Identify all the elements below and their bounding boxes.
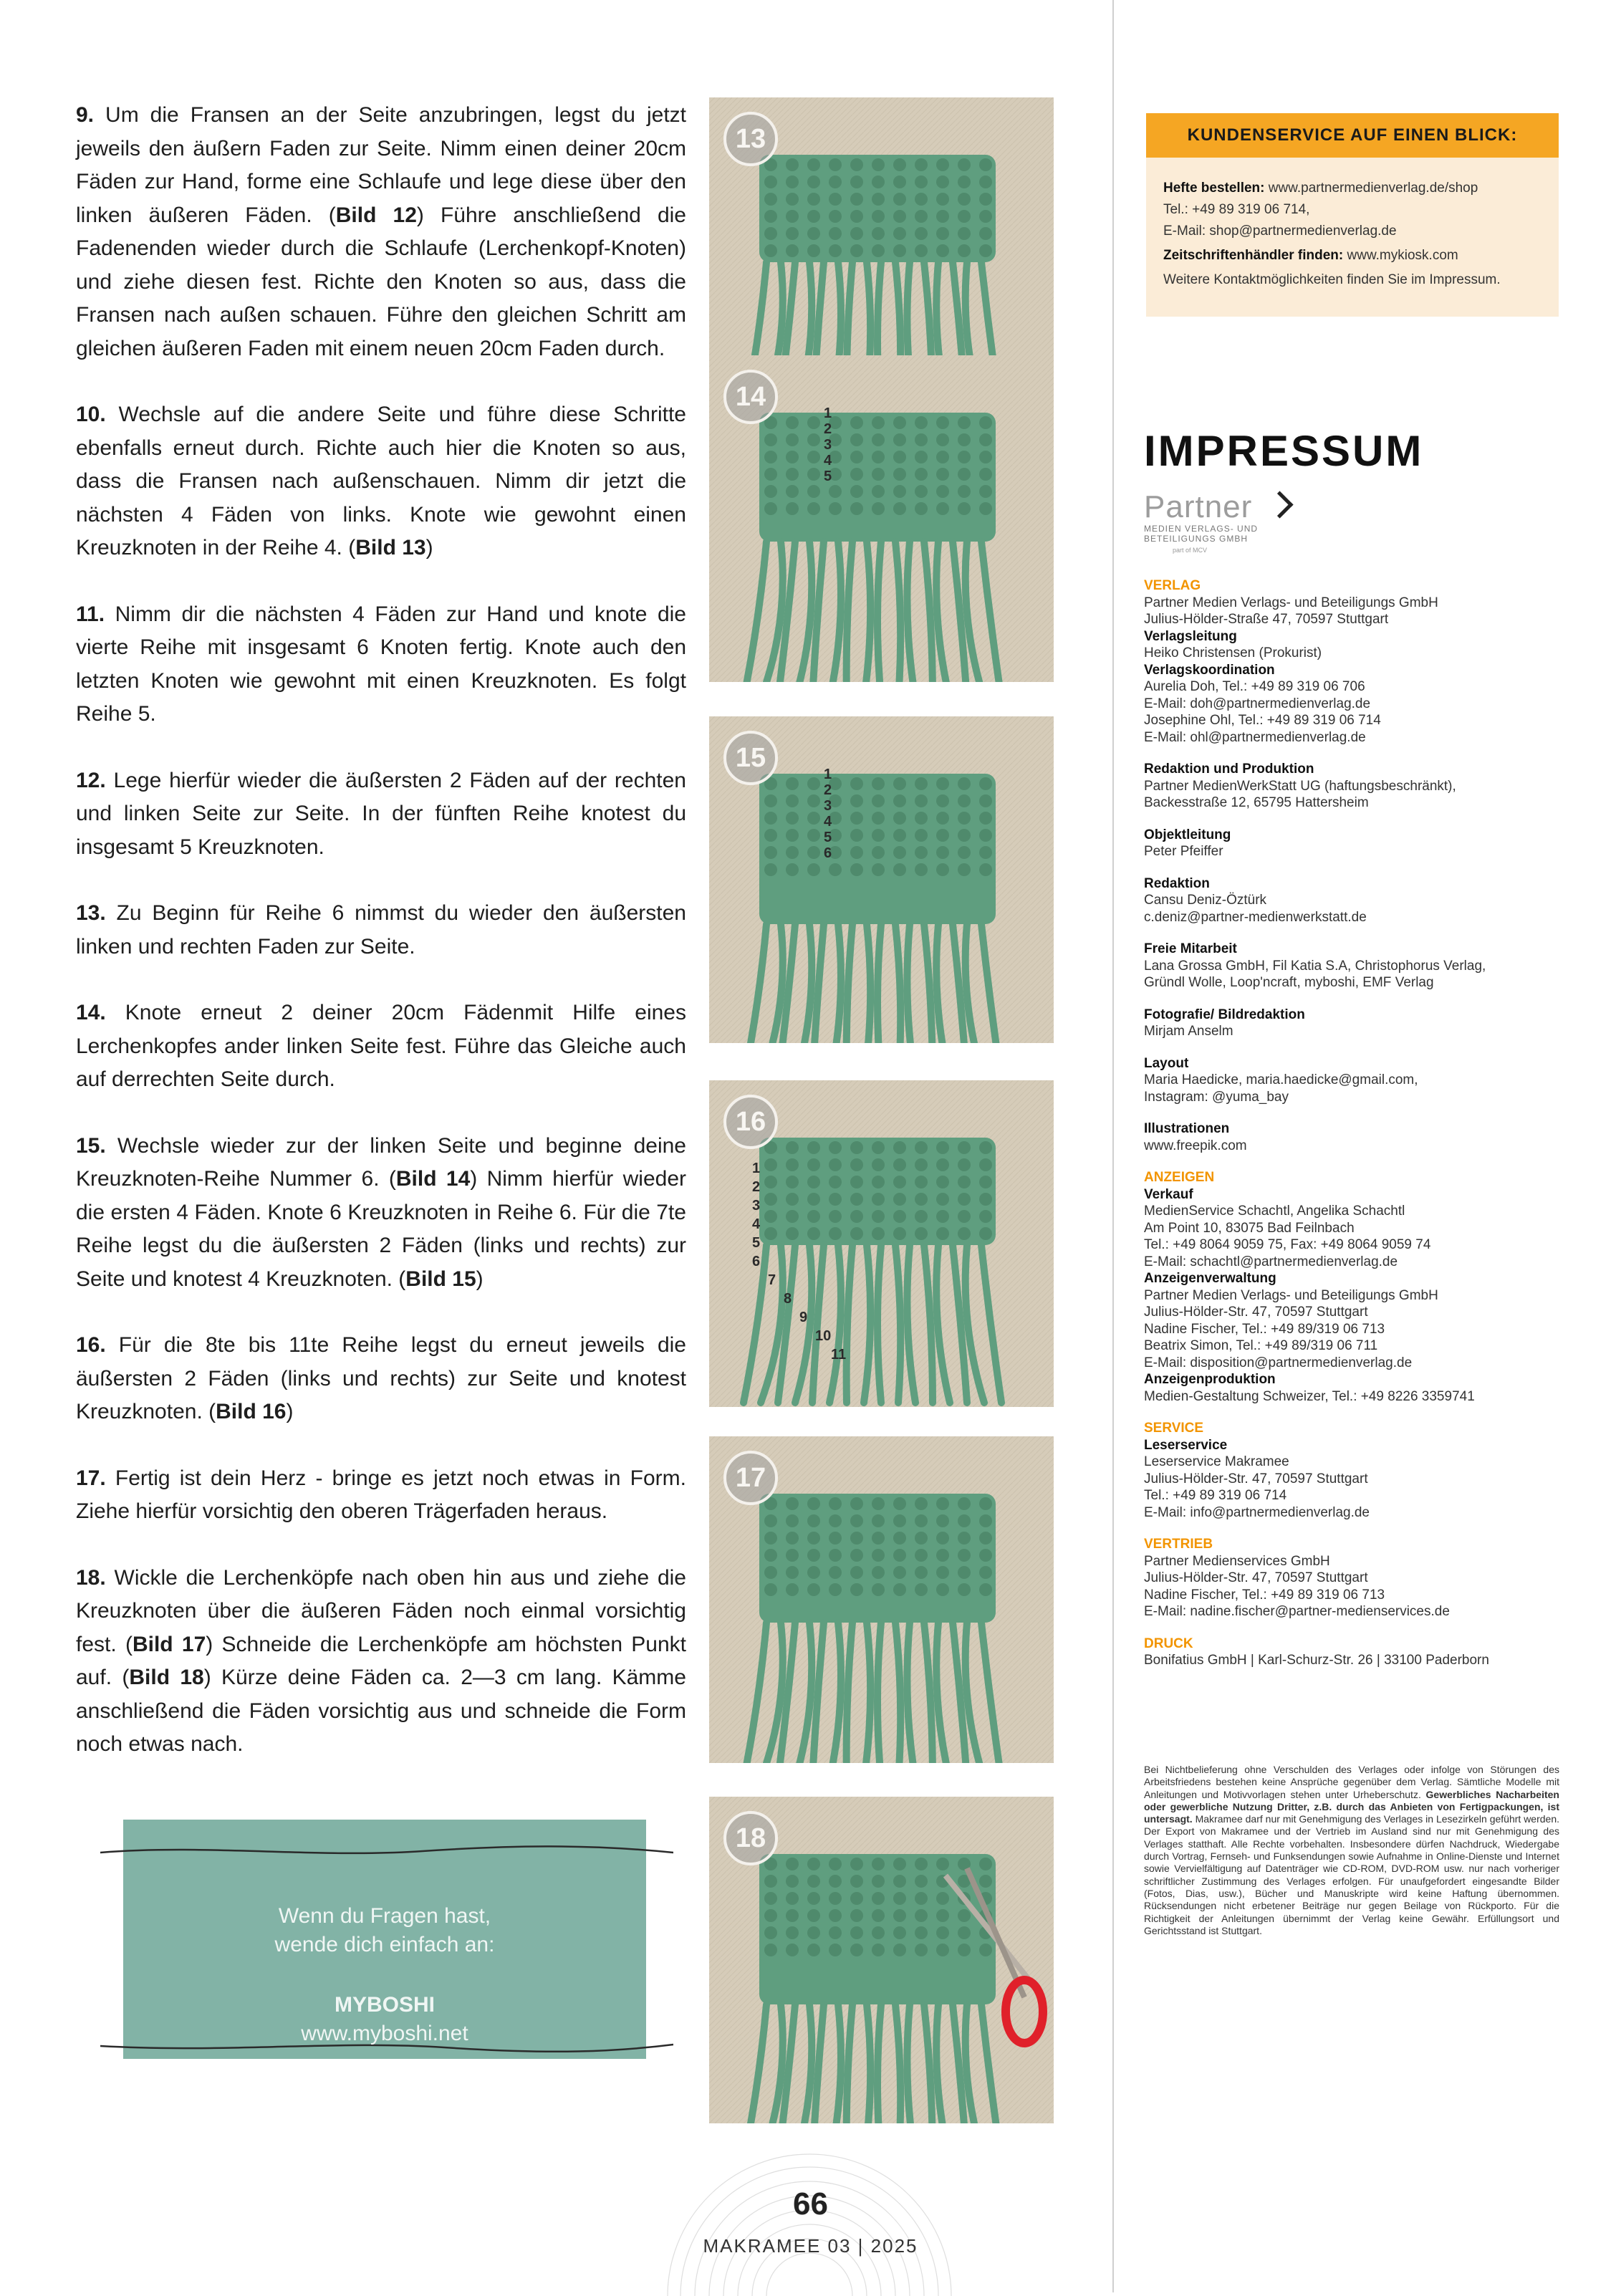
spacer <box>1144 1105 1559 1120</box>
step-text: Wechsle auf die andere Seite und führe diese Schritte ebenfalls erneut durch. Richte auch hier die Knoten so aus, dass die Fransen nach außenschauen. Nimm dir jetzt die nächsten 4 Fäden von links. Knote wie gewohnt einen Kreuzknoten in der Reihe 4. ( <box>76 403 686 559</box>
field-label: Illustrationen <box>1144 1121 1230 1136</box>
field-label: Anzeigenproduktion <box>1144 1372 1276 1387</box>
field-value: Tel.: +49 8064 9059 75, Fax: +49 8064 9059 74 <box>1144 1237 1431 1252</box>
row-number-label: 3 <box>824 437 832 453</box>
step-number: 15. <box>76 1133 106 1158</box>
field-value: Julius-Hölder-Str. 47, 70597 Stuttgart <box>1144 1570 1368 1585</box>
field-value: Medien-Gestaltung Schweizer, Tel.: +49 8226 3359741 <box>1144 1388 1475 1404</box>
field-value: MedienService Schachtl, Angelika Schachtl <box>1144 1204 1405 1219</box>
row-number-label: 2 <box>752 1179 761 1195</box>
field-label: Verkauf <box>1144 1186 1193 1202</box>
step-text: ) <box>476 1267 484 1291</box>
row-number-label: 4 <box>752 1216 761 1232</box>
field-value: Julius-Hölder-Str. 47, 70597 Stuttgart <box>1144 1471 1368 1486</box>
row-number-label: 6 <box>752 1254 761 1269</box>
spacer <box>1144 1620 1559 1635</box>
step-number: 14. <box>76 1001 106 1024</box>
field-label: Anzeigenverwaltung <box>1144 1271 1276 1286</box>
logo-sub-2: BETEILIGUNGS GMBH <box>1144 534 1249 544</box>
image-reference: Bild 16 <box>216 1400 287 1423</box>
field-label: Redaktion und Produktion <box>1144 762 1314 777</box>
field-value: c.deniz@partner-medienwerkstatt.de <box>1144 909 1367 925</box>
step-18 <box>76 1562 686 1762</box>
spacer <box>1144 926 1559 941</box>
field-label: Redaktion <box>1144 875 1210 891</box>
field-label: Freie Mitarbeit <box>1144 941 1237 956</box>
field-label: Layout <box>1144 1055 1189 1071</box>
field-value: Maria Haedicke, maria.haedicke@gmail.com, <box>1144 1072 1418 1087</box>
impressum-details <box>1144 577 1559 1669</box>
legal-text-c: Makramee darf nur mit Genehmigung des Verlages in Lesezirkeln geführt werden. Der Export von Makramee und der Vertrieb im Ausland sind nur mit Genehmigung des Verlages statthaft. Alle Rechte vorbehalten. Insbesondere dürfen Nachdruck, Wiedergabe durch Vortrag, Fernseh- und Funksendungen sowie Aufnahme in Online-Dienste und Internet sowie Vervielfältigung auf Datenträger wie CD-ROM, DVD-ROM usw. nur nach vorheriger schriftlicher Zustimmung des Verlages erfolgen. Für unaufgefordert eingesandte Bilder (Fotos, Dias, usw.), Bücher und Manuskripte wird keine Haftung übernommen. Rücksendungen nicht erbetener Beiträge nur gegen Beilage von Rückporto. Für die Richtigkeit der Anleitungen übernimmt der Verlag keine Gewähr. Erfüllungsort und Gerichtsstand ist Stuttgart. <box>1144 1813 1559 1936</box>
step-number: 13. <box>76 901 106 925</box>
field-value: Julius-Hölder-Straße 47, 70597 Stuttgart <box>1144 612 1389 627</box>
row-number-label: 4 <box>824 453 832 469</box>
field-value: E-Mail: schachtl@partnermedienverlag.de <box>1144 1254 1398 1269</box>
field-label: Objektleitung <box>1144 827 1231 842</box>
magazine-issue: MAKRAMEE 03 | 2025 <box>703 2235 918 2257</box>
step-text: Für die 8te bis 11te Reihe legst du erneut jeweils die äußersten 2 Fäden (links und rechts) zur Seite und knotest Kreuzknoten. ( <box>76 1333 686 1423</box>
field-value: Partner Medienservices GmbH <box>1144 1553 1330 1569</box>
partner-logo <box>1144 491 1294 562</box>
field-value: E-Mail: ohl@partnermedienverlag.de <box>1144 729 1366 745</box>
field-value: Backesstraße 12, 65795 Hattersheim <box>1144 795 1369 810</box>
row-number-label: 2 <box>824 782 832 798</box>
logo-word: Partner <box>1144 489 1253 524</box>
thread-top <box>100 1843 673 1861</box>
photo-number-badge: 17 <box>723 1451 778 1505</box>
field-value: Beatrix Simon, Tel.: +49 89/319 06 711 <box>1144 1338 1378 1353</box>
step-photo-16 <box>709 1080 1054 1407</box>
section-heading: VERLAG <box>1144 578 1201 593</box>
image-reference: Bild 14 <box>395 1167 471 1191</box>
spacer <box>1144 991 1559 1007</box>
field-value: Partner Medien Verlags- und Beteiligungs GmbH <box>1144 1287 1438 1303</box>
field-value: Lana Grossa GmbH, Fil Katia S.A, Christophorus Verlag, <box>1144 958 1486 974</box>
step-14 <box>76 996 686 1097</box>
step-text: Zu Beginn für Reihe 6 nimmst du wieder den äußersten linken und rechten Faden zur Seite. <box>76 901 686 959</box>
step-photo-15 <box>709 716 1054 1043</box>
image-reference: Bild 18 <box>129 1666 204 1689</box>
step-text: Um die Fransen an der Seite anzubringen, legst du jetzt jeweils den äußern Faden zur Seite. Nimm einen deiner 20cm Fäden zur Hand, forme eine Schlaufe und lege diese über den linken äußeren Fäden. ( <box>76 103 686 227</box>
photo-number-badge: 13 <box>723 112 778 166</box>
field-value: Partner MedienWerkStatt UG (haftungsbeschränkt), <box>1144 778 1456 794</box>
step-number: 12. <box>76 768 106 792</box>
row-number-label: 7 <box>768 1272 776 1288</box>
row-number-label: 4 <box>824 814 832 830</box>
step-16 <box>76 1329 686 1429</box>
page-number: 66 <box>793 2186 828 2221</box>
field-value: Cansu Deniz-Öztürk <box>1144 893 1267 908</box>
field-value: Leserservice Makramee <box>1144 1454 1289 1469</box>
service-box-title: KUNDENSERVICE AUF EINEN BLICK: <box>1146 113 1559 158</box>
step-11 <box>76 598 686 731</box>
row-number-label: 1 <box>752 1161 761 1176</box>
step-number: 16. <box>76 1333 106 1357</box>
step-13 <box>76 897 686 964</box>
column-divider <box>1112 0 1114 2292</box>
step-17 <box>76 1462 686 1529</box>
step-12 <box>76 764 686 865</box>
field-label: Leserservice <box>1144 1437 1228 1453</box>
field-label: Verlagsleitung <box>1144 628 1237 644</box>
contact-brand: MYBOSHI <box>334 1993 435 2017</box>
step-text: ) <box>286 1400 294 1423</box>
more-contact: Weitere Kontaktmöglichkeiten finden Sie im Impressum. <box>1163 272 1501 287</box>
image-reference: Bild 15 <box>405 1267 476 1291</box>
field-value: Am Point 10, 83075 Bad Feilnbach <box>1144 1220 1355 1236</box>
row-number-label: 9 <box>799 1310 808 1325</box>
order-url[interactable]: www.partnermedienverlag.de/shop <box>1264 181 1478 196</box>
step-15 <box>76 1130 686 1297</box>
photo-number-badge: 15 <box>723 731 778 785</box>
row-number-label: 8 <box>784 1291 792 1307</box>
field-value: Nadine Fischer, Tel.: +49 89 319 06 713 <box>1144 1587 1385 1603</box>
step-number: 11. <box>76 602 105 626</box>
field-label: Fotografie/ Bildredaktion <box>1144 1007 1305 1022</box>
field-value: Gründl Wolle, Loop'ncraft, myboshi, EMF Verlag <box>1144 975 1434 990</box>
contact-url[interactable]: www.myboshi.net <box>301 2022 468 2045</box>
field-value: Josephine Ohl, Tel.: +49 89 319 06 714 <box>1144 713 1381 728</box>
row-number-label: 5 <box>824 830 832 845</box>
section-heading: ANZEIGEN <box>1144 1170 1215 1185</box>
spacer <box>1144 1040 1559 1055</box>
step-number: 17. <box>76 1466 106 1490</box>
row-number-label: 5 <box>824 469 832 484</box>
legal-notice <box>1144 1764 1559 1937</box>
field-label: Verlagskoordination <box>1144 662 1275 678</box>
section-heading: SERVICE <box>1144 1421 1204 1436</box>
field-value: E-Mail: doh@partnermedienverlag.de <box>1144 696 1371 711</box>
row-number-label: 1 <box>824 405 832 421</box>
step-text: Fertig ist dein Herz - bringe es jetzt noch etwas in Form. Ziehe hierfür vorsichtig den oberen Trägerfaden heraus. <box>76 1466 686 1523</box>
logo-sub-1: MEDIEN VERLAGS- UND <box>1144 524 1259 534</box>
image-reference: Bild 12 <box>335 203 417 227</box>
contact-text <box>123 1902 646 2048</box>
photo-number-badge: 16 <box>723 1095 778 1149</box>
field-value: E-Mail: info@partnermedienverlag.de <box>1144 1504 1370 1520</box>
step-text: ) <box>425 536 433 559</box>
order-label: Hefte bestellen: <box>1163 181 1265 196</box>
field-value: Tel.: +49 89 319 06 714 <box>1144 1488 1287 1503</box>
instruction-steps <box>76 99 686 1795</box>
dealer-url[interactable]: www.mykiosk.com <box>1343 248 1458 263</box>
field-value: Bonifatius GmbH | Karl-Schurz-Str. 26 | 33100 Paderborn <box>1144 1653 1489 1668</box>
row-number-label: 2 <box>824 421 832 437</box>
step-text: ) Nimm hierfür wieder die ersten 4 Fäden. Knote 6 Kreuzknoten in Reihe 6. Für die 7te Reihe legst du die äußersten 2 Fäden (links und rechts) zur Seite und knotest 4 Kreuzknoten. ( <box>76 1167 686 1291</box>
step-text: Wickle die Lerchenköpfe nach oben hin aus und ziehe die Kreuzknoten über die äußeren Fäden noch einmal vorsichtig fest. ( <box>76 1565 686 1656</box>
step-text: ) Führe anschließend die Fadenenden wieder durch die Schlaufe (Lerchenkopf-Knoten) und ziehe diesen fest. Richte den Knoten so aus, dass die Fransen nach außen schauen. Führe den gleichen Schritt am gleichen äußeren Faden mit einem neuen 20cm Faden durch. <box>76 203 686 360</box>
field-value: Nadine Fischer, Tel.: +49 89/319 06 713 <box>1144 1321 1385 1337</box>
field-value: E-Mail: disposition@partnermedienverlag.de <box>1144 1355 1413 1370</box>
footer-rings-decoration <box>666 2153 953 2296</box>
step-text: Knote erneut 2 deiner 20cm Fädenmit Hilfe eines Lerchenkopfes ander linken Seite fest. Führe das Gleiche auch auf derrechten Seite durch. <box>76 1001 686 1091</box>
row-number-label: 3 <box>752 1198 761 1214</box>
photo-number-badge: 14 <box>723 370 778 424</box>
field-value: Julius-Hölder-Str. 47, 70597 Stuttgart <box>1144 1305 1368 1320</box>
spacer <box>1144 1405 1559 1420</box>
step-photo-14 <box>709 355 1054 682</box>
spacer <box>1144 860 1559 875</box>
impressum-title: IMPRESSUM <box>1144 427 1424 475</box>
row-number-label: 5 <box>752 1235 761 1251</box>
dealer-label: Zeitschriftenhändler finden: <box>1163 248 1344 263</box>
row-number-label: 1 <box>824 767 832 782</box>
field-value: www.freepik.com <box>1144 1138 1247 1153</box>
legal-text-b: Gewerbliches Nacharbeiten oder gewerbliche Nutzung Dritter, z.B. durch das Anbieten von Fertigpackungen, ist untersagt. <box>1144 1788 1559 1825</box>
field-value: Peter Pfeiffer <box>1144 844 1223 859</box>
section-heading: VERTRIEB <box>1144 1537 1213 1552</box>
contact-line-2: wende dich einfach an: <box>274 1933 495 1956</box>
step-text: ) Schneide die Lerchenköpfe am höchsten Punkt auf. ( <box>76 1632 686 1689</box>
step-10 <box>76 398 686 565</box>
step-text: ) Kürze deine Fäden ca. 2—3 cm lang. Kämme anschließend die Fäden vorsichtig aus und schneide die Form noch etwas nach. <box>76 1666 686 1756</box>
field-value: Aurelia Doh, Tel.: +49 89 319 06 706 <box>1144 679 1365 694</box>
step-photo-18 <box>709 1797 1054 2123</box>
step-text: Nimm dir die nächsten 4 Fäden zur Hand und knote die vierte Reihe mit insgesamt 6 Knoten fertig. Knote auch den letzten Knoten wie gewohnt mit einen Kreuzknoten. Es folgt Reihe 5. <box>76 602 686 726</box>
legal-text-a: Bei Nichtbelieferung ohne Verschulden des Verlages oder infolge von Störungen des Arbeitsfriedens bestehen keine Ansprüche gegenüber dem Verlag. Sämtliche Modelle mit Anleitungen und Motivvorlagen stehen unter Urheberschutz. <box>1144 1764 1559 1800</box>
spacer <box>1144 1521 1559 1536</box>
spacer <box>1144 1154 1559 1169</box>
field-value: Heiko Christensen (Prokurist) <box>1144 645 1322 661</box>
row-number-label: 11 <box>831 1347 847 1363</box>
section-heading: DRUCK <box>1144 1635 1193 1651</box>
order-tel: Tel.: +49 89 319 06 714, <box>1163 202 1310 217</box>
logo-tag: part of MCV <box>1173 547 1208 554</box>
image-reference: Bild 17 <box>132 1632 206 1656</box>
step-number: 9. <box>76 103 95 127</box>
service-box <box>1146 158 1559 317</box>
field-value: Instagram: @yuma_bay <box>1144 1089 1289 1105</box>
step-9 <box>76 99 686 365</box>
field-value: Partner Medien Verlags- und Beteiligungs GmbH <box>1144 595 1438 610</box>
field-value: Mirjam Anselm <box>1144 1024 1233 1039</box>
step-number: 18. <box>76 1565 106 1590</box>
row-number-label: 3 <box>824 798 832 814</box>
order-mail[interactable]: E-Mail: shop@partnermedienverlag.de <box>1163 224 1397 239</box>
photo-number-badge: 18 <box>723 1811 778 1865</box>
spacer <box>1144 812 1559 827</box>
field-value: E-Mail: nadine.fischer@partner-medienservices.de <box>1144 1604 1450 1619</box>
step-text: Wechsle wieder zur der linken Seite und beginne deine Kreuzknoten-Reihe Nummer 6. ( <box>76 1133 686 1191</box>
spacer <box>1144 746 1559 761</box>
step-photo-17 <box>709 1436 1054 1763</box>
image-reference: Bild 13 <box>355 536 426 559</box>
row-number-label: 10 <box>815 1328 832 1344</box>
row-number-label: 6 <box>824 845 832 861</box>
contact-line-1: Wenn du Fragen hast, <box>278 1904 491 1928</box>
step-text: Lege hierfür wieder die äußersten 2 Fäden auf der rechten und linken Seite zur Seite. In der fünften Reihe knotest du insgesamt 5 Kreuzknoten. <box>76 768 686 859</box>
step-number: 10. <box>76 403 106 426</box>
